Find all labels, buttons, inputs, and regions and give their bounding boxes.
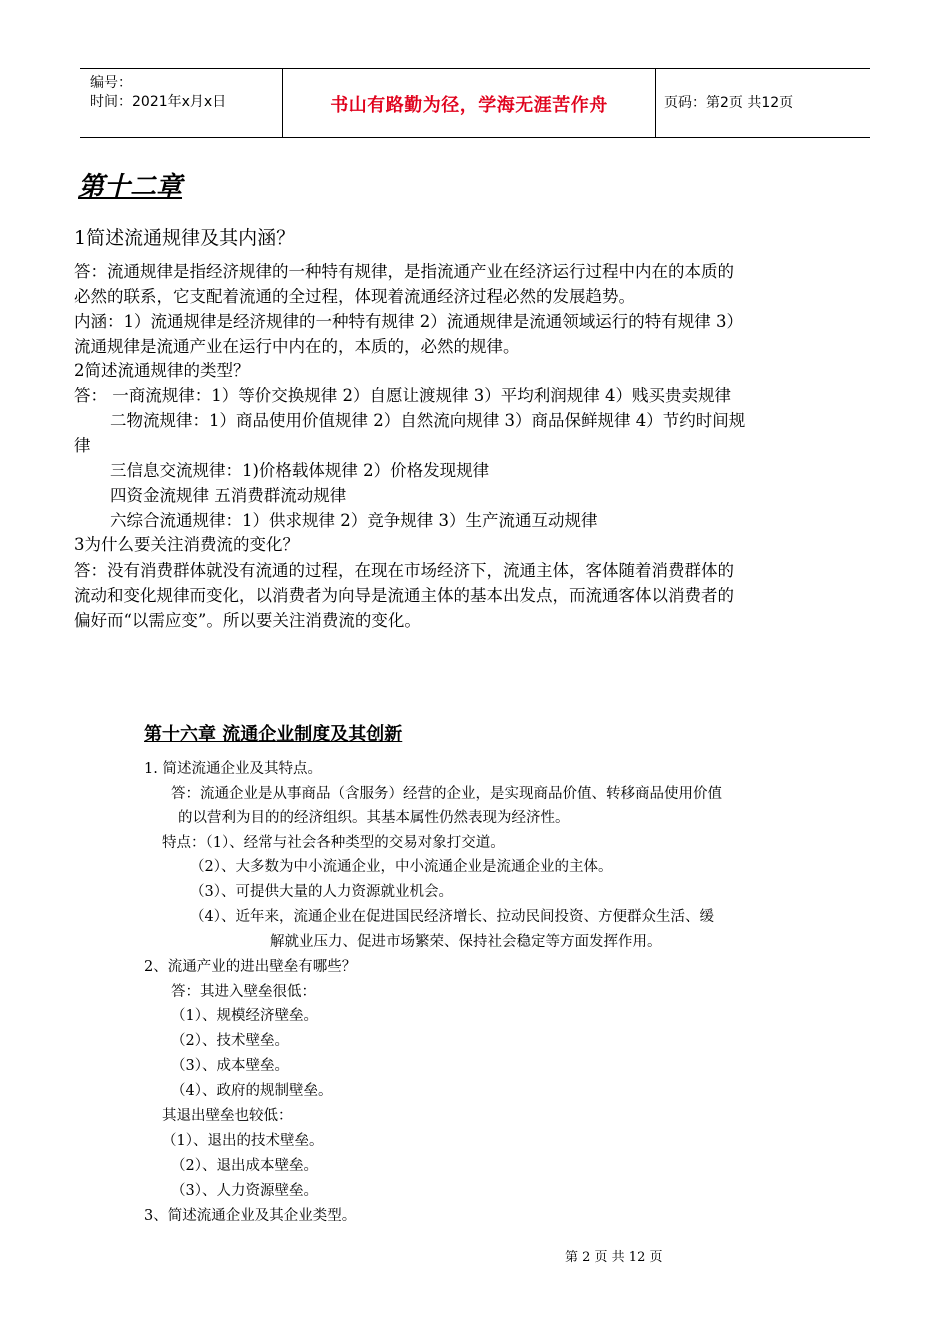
question-3: 3为什么要关注消费流的变化？	[74, 535, 299, 554]
ch16-line: （3）、成本壁垒。	[171, 1058, 289, 1074]
answer-2-line-2: 二物流规律：1）商品使用价值规律 2）自然流向规律 3）商品保鲜规律 4）节约时间规	[110, 411, 746, 430]
ch16-line: （2）、大多数为中小流通企业，中小流通企业是流通企业的主体。	[190, 859, 613, 875]
answer-3-line-2: 流动和变化规律而变化，以消费者为向导是流通主体的基本出发点，而流通客体以消费者的	[74, 586, 734, 605]
header-info-cell	[80, 69, 282, 137]
answer-1-line-1: 答：流通规律是指经济规律的一种特有规律，是指流通产业在经济运行过程中内在的本质的	[74, 262, 734, 281]
ch16-line: （2）、退出成本壁垒。	[171, 1158, 318, 1174]
answer-2-line-1: 答： 一商流规律：1）等价交换规律 2）自愿让渡规律 3）平均利润规律 4）贱买贵卖规律	[74, 386, 731, 405]
ch16-line: （3）、可提供大量的人力资源就业机会。	[190, 884, 453, 900]
answer-1-line-2: 必然的联系，它支配着流通的全过程，体现着流通经济过程必然的发展趋势。	[74, 287, 635, 306]
page-footer: 第 2 页 共 12 页	[565, 1250, 663, 1265]
ch16-line: 3、简述流通企业及其企业类型。	[144, 1208, 357, 1224]
page-header-table	[80, 68, 870, 138]
ch16-line: （1）、退出的技术壁垒。	[162, 1133, 324, 1149]
chapter-16-title: 第十六章 流通企业制度及其创新	[144, 724, 403, 745]
answer-1-line-3: 内涵：1）流通规律是经济规律的一种特有规律 2）流通规律是流通领域运行的特有规律 3）	[74, 312, 743, 331]
ch16-line: 2、流通产业的进出壁垒有哪些？	[144, 959, 357, 975]
answer-1-line-4: 流通规律是流通产业在运行中内在的，本质的，必然的规律。	[74, 337, 520, 356]
answer-2-line-6: 六综合流通规律：1）供求规律 2）竞争规律 3）生产流通互动规律	[110, 511, 598, 530]
header-motto: 书山有路勤为径，学海无涯苦作舟	[330, 95, 608, 116]
ch16-line: 的以营利为目的的经济组织。其基本属性仍然表现为经济性。	[178, 810, 570, 826]
ch16-line: 1. 简述流通企业及其特点。	[144, 761, 322, 777]
document-number-label: 编号：	[90, 75, 132, 91]
ch16-line: （4）、近年来，流通企业在促进国民经济增长、拉动民间投资、方便群众生活、缓	[190, 909, 714, 925]
answer-2-line-5: 四资金流规律 五消费群流动规律	[110, 486, 347, 505]
ch16-line: （2）、技术壁垒。	[171, 1033, 289, 1049]
ch16-line: （3）、人力资源壁垒。	[171, 1183, 318, 1199]
answer-3-line-3: 偏好而“以需应变”。所以要关注消费流的变化。	[74, 611, 421, 630]
answer-2-line-3: 律	[74, 436, 91, 455]
ch16-line: 答：流通企业是从事商品（含服务）经营的企业，是实现商品价值、转移商品使用价值	[171, 786, 722, 802]
chapter-12-title: 第十二章	[78, 172, 183, 202]
header-page-number: 页码：第2页 共12页	[664, 95, 794, 111]
ch16-line: 其退出壁垒也较低：	[162, 1108, 293, 1124]
question-2: 2简述流通规律的类型？	[74, 361, 250, 380]
header-page-cell	[654, 69, 870, 137]
ch16-line: 答：其进入壁垒很低：	[171, 984, 316, 1000]
ch16-line: 特点：（1）、经常与社会各种类型的交易对象打交道。	[162, 835, 505, 851]
question-1: 1简述流通规律及其内涵？	[74, 227, 296, 249]
header-motto-cell	[282, 69, 656, 137]
answer-2-line-4: 三信息交流规律：1)价格载体规律 2）价格发现规律	[110, 461, 490, 480]
document-date-label: 时间：2021年x月x日	[90, 94, 227, 110]
answer-3-line-1: 答：没有消费群体就没有流通的过程，在现在市场经济下，流通主体，客体随着消费群体的	[74, 561, 734, 580]
ch16-line: 解就业压力、促进市场繁荣、保持社会稳定等方面发挥作用。	[270, 934, 662, 950]
ch16-line: （4）、政府的规制壁垒。	[171, 1083, 333, 1099]
ch16-line: （1）、规模经济壁垒。	[171, 1008, 318, 1024]
